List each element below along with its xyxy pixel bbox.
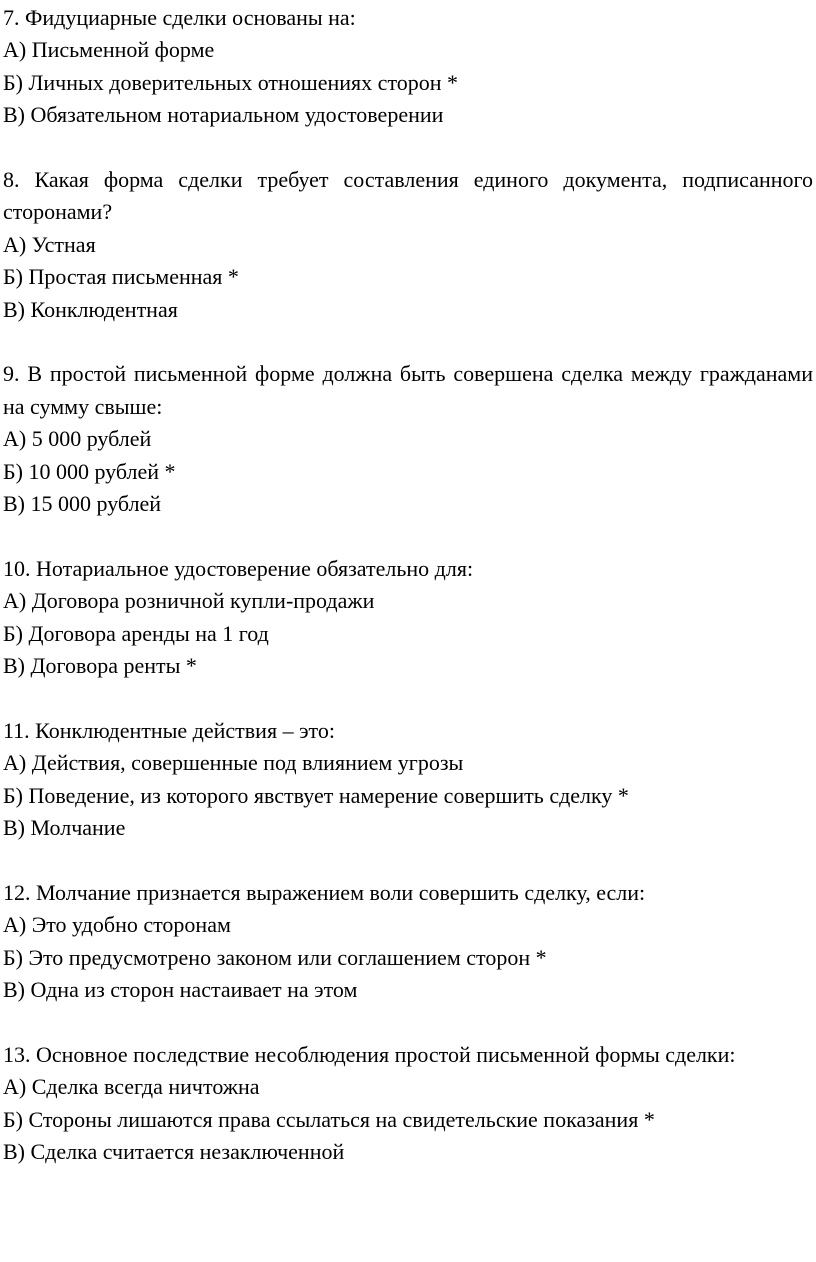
question-11 — [3, 715, 813, 845]
question-text: 10. Нотариальное удостоверение обязательно для: — [3, 555, 474, 581]
question-10 — [3, 553, 813, 683]
option-c-correct: В) Договора ренты * — [3, 653, 197, 679]
option-b-correct: Б) Личных доверительных отношениях сторон * — [3, 69, 459, 95]
question-text: 9. В простой письменной форме должна быть совершена сделка между гражданами на сумму свыше: — [3, 361, 813, 419]
question-text: 11. Конклюдентные действия – это: — [3, 717, 335, 743]
question-text: 7. Фидуциарные сделки основаны на: — [3, 5, 356, 30]
question-9 — [3, 358, 813, 520]
question-text: 12. Молчание признается выражением воли совершить сделку, если: — [3, 879, 646, 905]
option-b: Б) Договора аренды на 1 год — [3, 620, 269, 646]
option-a: А) Это удобно сторонам — [3, 912, 231, 938]
option-b-correct: Б) 10 000 рублей * — [3, 458, 176, 484]
option-a: А) Устная — [3, 231, 96, 257]
option-a: А) 5 000 рублей — [3, 426, 152, 452]
option-a: А) Письменной форме — [3, 37, 215, 63]
option-b-correct: Б) Стороны лишаются права ссылаться на свидетельские показания * — [3, 1106, 655, 1132]
question-text: 8. Какая форма сделки требует составления единого документа, подписанного сторонами? — [3, 167, 813, 225]
option-c: В) Сделка считается незаключенной — [3, 1139, 345, 1165]
question-7 — [3, 2, 813, 132]
option-c: В) Одна из сторон настаивает на этом — [3, 977, 358, 1003]
option-a: А) Договора розничной купли-продажи — [3, 588, 375, 614]
option-c: В) Конклюдентная — [3, 296, 178, 322]
option-b-correct: Б) Это предусмотрено законом или соглашением сторон * — [3, 944, 547, 970]
option-c: В) Молчание — [3, 815, 126, 841]
option-a: А) Сделка всегда ничтожна — [3, 1074, 260, 1100]
question-list — [3, 2, 813, 1201]
option-a: А) Действия, совершенные под влиянием угрозы — [3, 750, 464, 776]
question-13 — [3, 1039, 813, 1169]
question-8 — [3, 164, 813, 326]
option-b-correct: Б) Простая письменная * — [3, 264, 239, 290]
option-c: В) Обязательном нотариальном удостоверении — [3, 102, 444, 128]
option-c: В) 15 000 рублей — [3, 491, 162, 517]
question-text: 13. Основное последствие несоблюдения простой письменной формы сделки: — [3, 1041, 736, 1067]
option-b-correct: Б) Поведение, из которого явствует намерение совершить сделку * — [3, 782, 629, 808]
question-12 — [3, 877, 813, 1007]
